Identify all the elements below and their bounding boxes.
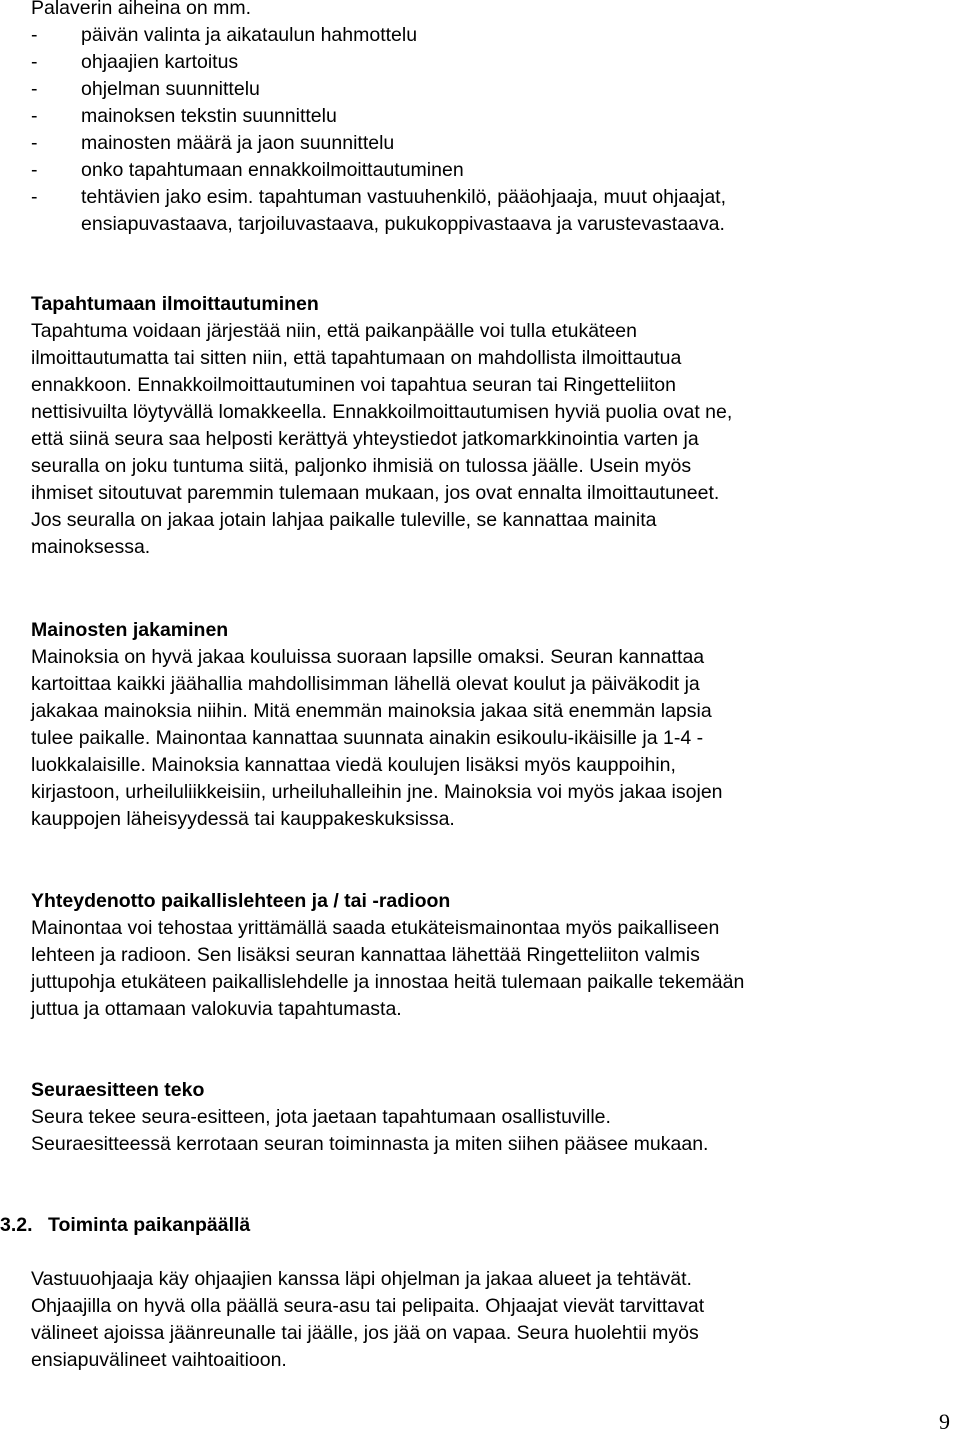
list-marker: - — [31, 78, 38, 100]
section-title: Seuraesitteen teko — [31, 1079, 205, 1101]
chapter-title: Toiminta paikanpäällä — [48, 1214, 251, 1236]
intro-heading: Palaverin aiheina on mm. — [31, 0, 252, 19]
paragraph-line: kartoittaa kaikki jäähallia mahdollisimman lähellä olevat koulut ja päiväkodit ja — [31, 673, 700, 695]
section-toiminta — [31, 1266, 931, 1374]
paragraph-line: kauppojen läheisyydessä tai kauppakeskuksissa. — [31, 808, 455, 830]
list-marker: - — [31, 132, 38, 154]
paragraph-line: että siinä seura saa helposti kerättyä yhteystiedot jatkomarkkinointia varten ja — [31, 428, 699, 450]
paragraph-line: Vastuuohjaaja käy ohjaajien kanssa läpi ohjelman ja jakaa alueet ja tehtävät. — [31, 1268, 692, 1290]
list-item-text: mainosten määrä ja jaon suunnittelu — [81, 132, 395, 154]
list-item-text: tehtävien jako esim. tapahtuman vastuuhenkilö, pääohjaaja, muut ohjaajat, — [81, 186, 727, 208]
list-item — [31, 184, 931, 238]
section-title: Mainosten jakaminen — [31, 619, 229, 641]
paragraph-line: Tapahtuma voidaan järjestää niin, että paikanpäälle voi tulla etukäteen — [31, 320, 637, 342]
paragraph-line: ihmiset sitoutuvat paremmin tulemaan mukaan, jos ovat ennalta ilmoittautuneet. — [31, 482, 720, 504]
paragraph-line: välineet ajoissa jäänreunalle tai jäälle, jos jää on vapaa. Seura huolehtii myös — [31, 1322, 699, 1344]
page-number: 9 — [939, 1409, 950, 1434]
paragraph-line: Jos seuralla on jakaa jotain lahjaa paikalle tuleville, se kannattaa mainita — [31, 509, 657, 531]
paragraph-line: luokkalaisille. Mainoksia kannattaa viedä koulujen lisäksi myös kauppoihin, — [31, 754, 676, 776]
paragraph-line: lehteen ja radioon. Sen lisäksi seuran kannattaa lähettää Ringetteliiton valmis — [31, 944, 700, 966]
chapter-number: 3.2. — [0, 1214, 33, 1236]
paragraph-line: ilmoittautumatta tai sitten niin, että tapahtumaan on mahdollista ilmoittautua — [31, 347, 682, 369]
list-item — [31, 103, 931, 130]
section-ilmoittautuminen — [31, 291, 931, 561]
paragraph-line: ensiapuvälineet vaihtoaitioon. — [31, 1349, 287, 1371]
paragraph-line: kirjastoon, urheiluliikkeisiin, urheiluhalleihin jne. Mainoksia voi myös jakaa isojen — [31, 781, 723, 803]
list-item-text: päivän valinta ja aikataulun hahmottelu — [81, 24, 418, 46]
list-item-text: onko tapahtumaan ennakkoilmoittautuminen — [81, 159, 464, 181]
list-item — [31, 157, 931, 184]
paragraph-line: juttupohja etukäteen paikallislehdelle ja innostaa heitä tulemaan paikalle tekemään — [31, 971, 745, 993]
list-marker: - — [31, 51, 38, 73]
section-mainosten-jakaminen — [31, 617, 931, 833]
list-item-text: mainoksen tekstin suunnittelu — [81, 105, 337, 127]
list-marker: - — [31, 159, 38, 181]
list-item — [31, 76, 931, 103]
paragraph-line: seuralla on joku tuntuma siitä, paljonko ihmisiä on tulossa jäälle. Usein myös — [31, 455, 692, 477]
section-title: Yhteydenotto paikallislehteen ja / tai -radioon — [31, 890, 451, 912]
paragraph-line: tulee paikalle. Mainontaa kannattaa suunnata ainakin esikoulu-ikäisille ja 1-4 - — [31, 727, 704, 749]
intro-block — [31, 0, 931, 238]
paragraph-line: ennakkoon. Ennakkoilmoittautuminen voi tapahtua seuran tai Ringetteliiton — [31, 374, 676, 396]
section-seuraesite — [31, 1077, 931, 1158]
intro-list — [31, 22, 931, 238]
paragraph-line: Seuraesitteessä kerrotaan seuran toiminnasta ja miten siihen pääsee mukaan. — [31, 1133, 709, 1155]
section-title: Tapahtumaan ilmoittautuminen — [31, 293, 319, 315]
list-item — [31, 22, 931, 49]
paragraph-line: Seura tekee seura-esitteen, jota jaetaan tapahtumaan osallistuville. — [31, 1106, 611, 1128]
list-item — [31, 130, 931, 157]
paragraph-line: Mainoksia on hyvä jakaa kouluissa suoraan lapsille omaksi. Seuran kannattaa — [31, 646, 705, 668]
list-item-text: ohjelman suunnittelu — [81, 78, 260, 100]
list-item — [31, 49, 931, 76]
paragraph-line: juttua ja ottamaan valokuvia tapahtumasta. — [31, 998, 402, 1020]
paragraph-line: Ohjaajilla on hyvä olla päällä seura-asu tai pelipaita. Ohjaajat vievät tarvittavat — [31, 1295, 705, 1317]
list-marker: - — [31, 24, 38, 46]
chapter-heading — [0, 1212, 250, 1239]
list-item-continuation: ensiapuvastaava, tarjoiluvastaava, pukukoppivastaava ja varustevastaava. — [81, 213, 725, 235]
paragraph-line: nettisivuilta löytyvällä lomakkeella. Ennakkoilmoittautumisen hyviä puolia ovat ne, — [31, 401, 733, 423]
paragraph-line: jakakaa mainoksia niihin. Mitä enemmän mainoksia jakaa sitä enemmän lapsia — [31, 700, 712, 722]
list-marker: - — [31, 105, 38, 127]
list-item-text: ohjaajien kartoitus — [81, 51, 239, 73]
paragraph-line: mainoksessa. — [31, 536, 151, 558]
list-marker: - — [31, 186, 38, 208]
paragraph-line: Mainontaa voi tehostaa yrittämällä saada etukäteismainontaa myös paikalliseen — [31, 917, 720, 939]
section-yhteydenotto — [31, 888, 931, 1023]
